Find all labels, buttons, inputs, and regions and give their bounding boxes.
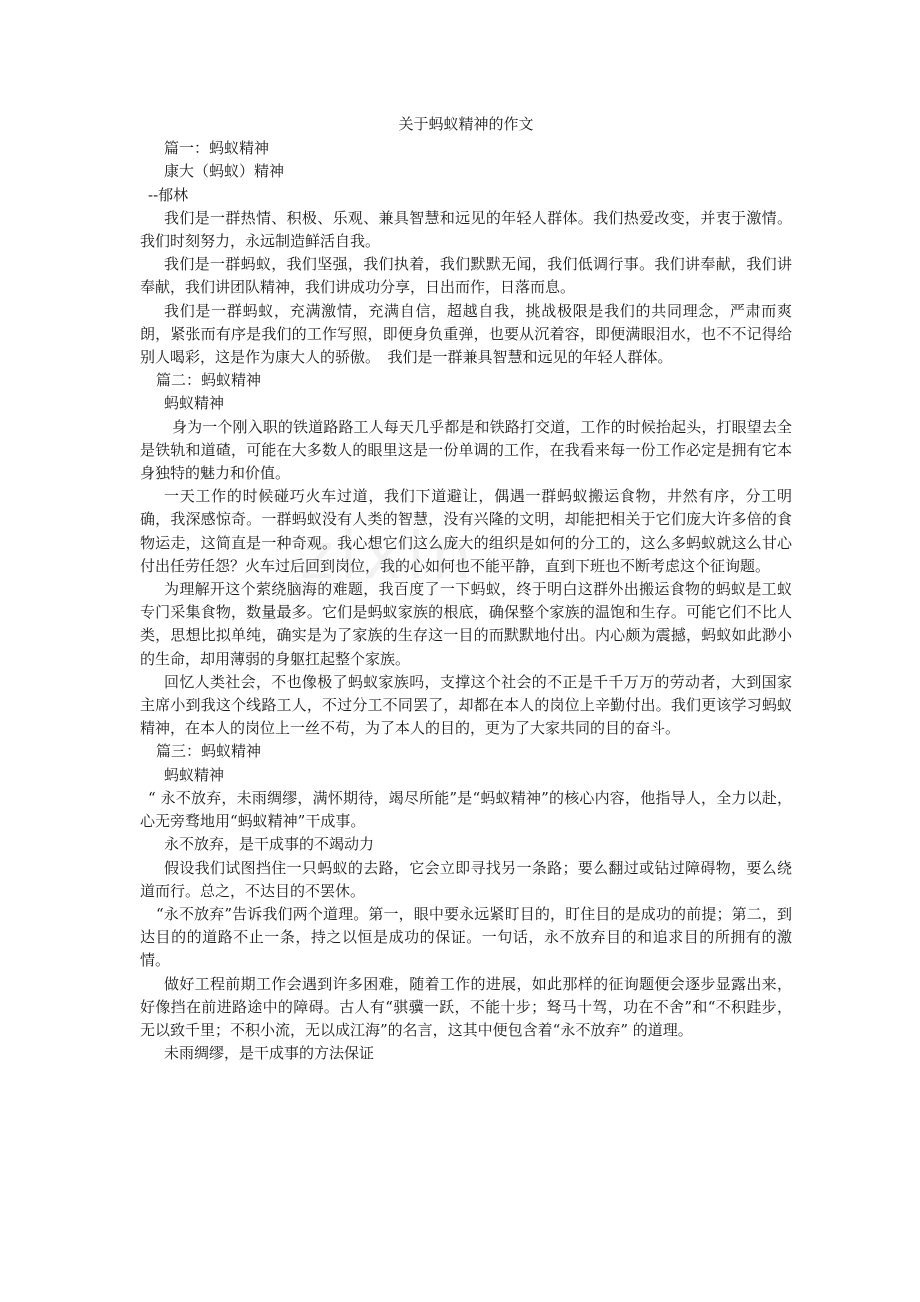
section-heading: 篇一：蚂蚁精神 — [164, 139, 270, 158]
paragraph: 身为一个刚入职的铁道路路工人每天几乎都是和铁路打交道，工作的时候抬起头，打眼望去全是铁轨和道碴，可能在大多数人的眼里这是一份单调的工作，在我看来每一份工作必定是拥有它本身独特的魅力和价值。 — [140, 417, 792, 483]
section-heading: 篇二：蚂蚁精神 — [156, 371, 262, 390]
paragraph: 一天工作的时候碰巧火车过道，我们下道避让，偶遇一群蚂蚁搬运食物，井然有序，分工明确，我深感惊奇。一群蚂蚁没有人类的智慧，没有兴隆的文明，却能把相关于它们庞大许多倍的食物运走，这简直是一种奇观。我心想它们这么庞大的组织是如何的分工的，这么多蚂蚁就这么甘心付出任劳任怨？火车过后回到岗位，我的心如何也不能平静，直到下班也不断考虑这个征询题。 — [140, 487, 792, 575]
paragraph: 假设我们试图挡住一只蚂蚁的去路，它会立即寻找另一条路；要么翻过或钻过障碍物，要么绕道而行。总之，不达目的不罢休。 — [140, 858, 792, 900]
paragraph: 为理解开这个萦绕脑海的难题，我百度了一下蚂蚁，终于明白这群外出搬运食物的蚂蚁是工蚁专门采集食物，数量最多。它们是蚂蚁家族的根底，确保整个家族的温饱和生存。可能它们不比人类，思想比拟单纯，确实是为了家族的生存这一目的而默默地付出。内心颇为震撼，蚂蚁如此渺小的生命，却用薄弱的身躯扛起整个家族。 — [140, 580, 792, 668]
author-line: --郁林 — [148, 185, 189, 204]
paragraph: 做好工程前期工作会遇到许多困难，随着工作的进展，如此那样的征询题便会逐步显露出来，好像挡在前进路途中的障碍。古人有“骐骥一跃，不能十步；驽马十驾，功在不舍”和“不积跬步，无以致千里；不积小流，无以成江海”的名言，这其中便包含着“永不放弃” 的道理。 — [140, 974, 792, 1039]
paragraph: “ 永不放弃，未雨绸缪，满怀期待，竭尽所能”是“蚂蚁精神”的核心内容，他指导人，全力以赴，心无旁骛地用“蚂蚁精神”干成事。 — [140, 788, 792, 831]
section-subheading: 蚂蚁精神 — [164, 765, 225, 784]
section-subheading: 蚂蚁精神 — [164, 394, 225, 413]
paragraph: “永不放弃”告诉我们两个道理。第一，眼中要永远紧盯目的，盯住目的是成功的前提；第二，到达目的的道路不止一条，持之以恒是成功的保证。一句话，永不放弃目的和追求目的所拥有的激情。 — [140, 904, 792, 970]
section-subheading: 康大（蚂蚁）精神 — [164, 162, 285, 181]
watermark-graphic: zixin — [300, 520, 478, 594]
document-page — [140, 113, 792, 1065]
paragraph: 我们是一群蚂蚁，我们坚强，我们执着，我们默默无闻，我们低调行事。我们讲奉献，我们讲奉献，我们讲团队精神，我们讲成功分享，日出而作，日落而息。 — [140, 255, 792, 297]
paragraph: 我们是一群热情、积极、乐观、兼具智慧和远见的年轻人群体。我们热爱改变，并衷于激情。我们时刻努力，永远制造鲜活自我。 — [140, 208, 792, 251]
paragraph: 回忆人类社会，不也像极了蚂蚁家族吗，支撑这个社会的不正是千千万万的劳动者，大到国家主席小到我这个线路工人，不过分工不同罢了，却都在本人的岗位上辛勤付出。我们更该学习蚂蚁精神，在本人的岗位上一丝不苟，为了本人的目的，更为了大家共同的目的奋斗。 — [140, 672, 792, 738]
document-title: 关于蚂蚁精神的作文 — [398, 115, 534, 133]
paragraph: 永不放弃，是干成事的不竭动力 — [164, 835, 375, 854]
section-heading: 篇三：蚂蚁精神 — [156, 742, 262, 761]
paragraph: 未雨绸缪，是干成事的方法保证 — [164, 1044, 375, 1063]
paragraph: 我们是一群蚂蚁，充满激情，充满自信，超越自我，挑战极限是我们的共同理念，严肃而爽朗，紧张而有序是我们的工作写照，即便身负重弹，也要从沉着容，即便满眼泪水，也不不记得给别人喝彩，这是作为康大人的骄傲。 我们是一群兼具智慧和远见的年轻人群体。 — [140, 301, 792, 367]
